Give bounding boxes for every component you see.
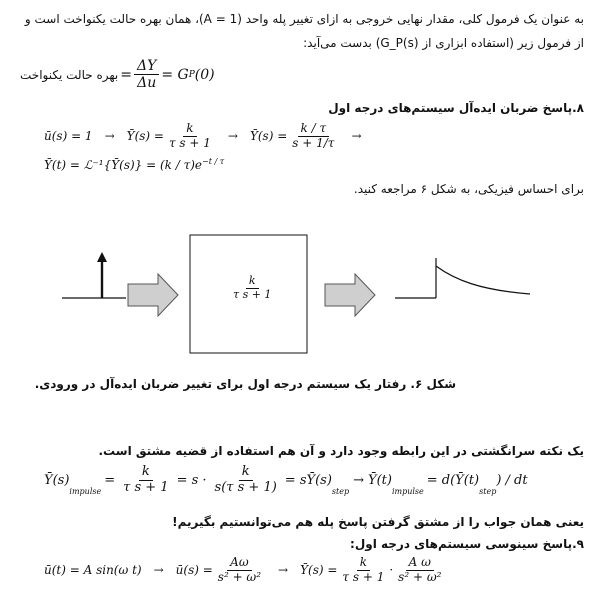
rule-lhs: Ȳ(s)	[44, 472, 70, 488]
impulse-input-graph	[62, 252, 126, 298]
sin-us-lhs: ū(s) =	[175, 563, 213, 578]
arrow-3: →	[351, 129, 362, 144]
paragraph-line-1: به عنوان یک فرمول کلی، مقدار نهایی خروجی به ازای تغییر پله واحد (1 = A)، همان بهره حالت یکنواخت است و	[24, 12, 584, 26]
derivative-rule-equation: Ȳ(s) $_{impulse}$ = $\frac{k}{\text{τ s + 1}}$ = s · $\frac{k}{\text{s(τ s + 1)}}$ = sȲ(s) $_{step}$ → Ȳ(t) $_{impulse}$ = d(Ȳ(t) $_{step}$ ) / dt	[44, 464, 528, 496]
gain-rhs-arg: (0)	[194, 66, 215, 83]
gain-rhs-sub: P	[188, 69, 195, 80]
rule-t-sub: impulse	[391, 486, 424, 496]
rule-rhs: = sȲ(s)	[284, 472, 332, 488]
sin-us-num: Aω	[227, 556, 251, 571]
impulse-time-exponent: −t / τ	[202, 157, 225, 166]
block-transfer-function	[228, 275, 276, 301]
gain-equation: بهره حالت یکنواخت = $\frac{\Delta Y}{\Delta u}$ = G P (0)	[20, 58, 215, 92]
sin-Y-den1: τ s + 1	[342, 569, 385, 584]
block-denominator: τ s + 1	[233, 287, 272, 301]
sin-Y-num2: A ω	[406, 556, 434, 571]
rule-rhs-sub: step	[331, 486, 350, 496]
sin-Y-num1: k	[357, 556, 370, 571]
sinusoidal-equation-row: ū(t) = A sin(ω t) → ū(s) = $\frac{A\omega}{\text{s² + ω²}}$ → Ȳ(s) = $\frac{k}{\text{τ s + 1}}$ · $\frac{\text{A ω}}{\text{s² + ω²}}$	[44, 556, 446, 585]
rule-frac2-den: s(τ s + 1)	[214, 479, 277, 495]
physical-sense-text: برای احساس فیزیکی، به شکل ۶ مراجعه کنید.	[353, 182, 584, 196]
figure-6	[0, 228, 598, 358]
flow-arrow-icon	[128, 274, 178, 316]
rule-mid: = s ·	[176, 472, 207, 488]
sin-Y-lhs: Ȳ(s) =	[300, 563, 338, 578]
impulse-Y1-lhs: Ȳ(s) =	[126, 129, 164, 144]
flow-arrow-icon	[325, 274, 375, 316]
impulse-response-graph	[395, 258, 530, 298]
gain-denominator: Δu	[137, 75, 157, 92]
rule-frac1-den: τ s + 1	[123, 479, 169, 495]
rule-d-end: ) / dt	[496, 472, 528, 488]
rule-t: Ȳ(t)	[367, 472, 392, 488]
impulse-Y1-fraction	[166, 122, 214, 151]
block-numerator: k	[246, 275, 259, 289]
sin-u: ū(t) = A sin(ω t)	[44, 563, 142, 578]
impulse-equation-row	[44, 122, 362, 151]
impulse-Y2-fraction	[289, 122, 337, 151]
impulse-Y1-numerator: k	[183, 122, 196, 137]
gain-rhs: = G	[161, 66, 189, 83]
impulse-Y2-lhs: Ȳ(s) =	[249, 129, 288, 144]
sin-us-den: s² + ω²	[217, 569, 262, 584]
gain-fraction	[134, 58, 159, 91]
impulse-time-equation	[44, 157, 224, 172]
arrow-6: →	[278, 563, 289, 578]
impulse-u: ū(s) = 1	[44, 129, 93, 144]
impulse-time-text: Ȳ(t) = ℒ⁻¹{Ȳ(s)} = (k / τ)e	[44, 158, 203, 172]
arrow-4: →	[353, 472, 364, 488]
paragraph-line-2: از فرمول زیر (استفاده ابزاری از G_P(s)) بدست می‌آید:	[303, 36, 584, 50]
rule-d: = d(Ȳ(t)	[426, 472, 480, 488]
rule-frac2-num: k	[239, 465, 253, 481]
arrow-1: →	[104, 129, 115, 144]
rule-frac1-num: k	[139, 465, 153, 481]
impulse-Y2-denominator: s + 1/τ	[292, 135, 335, 150]
derivative-conclusion: یعنی همان جواب را از مشتق گرفتن پاسخ پله هم می‌توانستیم بگیریم!	[172, 515, 584, 529]
rule-lhs-sub: impulse	[69, 486, 102, 496]
impulse-Y1-denominator: τ s + 1	[168, 135, 211, 150]
gain-label: بهره حالت یکنواخت	[20, 67, 119, 82]
derivative-note: یک نکته سرانگشتی در این رابطه وجود دارد و آن هم استفاده از قضیه مشتق است.	[98, 444, 584, 458]
arrow-2: →	[227, 129, 238, 144]
impulse-Y2-numerator: k / τ	[298, 122, 330, 137]
figure-caption: شکل ۶. رفتار یک سیستم درجه اول برای تغییر ضربان ایده‌آل در ورودی.	[34, 377, 456, 391]
section-8-heading: ۸.پاسخ ضربان ایده‌آل سیستم‌های درجه اول	[328, 101, 584, 115]
arrow-5: →	[153, 563, 164, 578]
gain-numerator: ΔY	[134, 58, 159, 75]
section-9-heading: ۹.پاسخ سینوسی سیستم‌های درجه اول:	[350, 537, 584, 551]
sin-Y-den2: s² + ω²	[398, 569, 442, 584]
rule-d-sub: step	[479, 486, 497, 496]
